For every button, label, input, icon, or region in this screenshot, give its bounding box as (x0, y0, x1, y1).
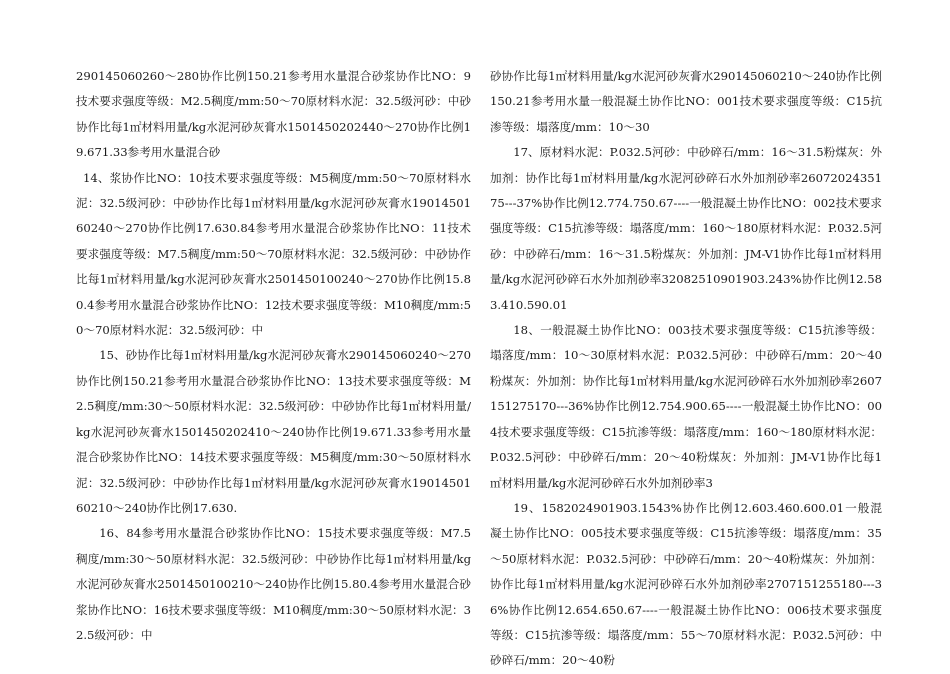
paragraph-16-continued: 砂协作比每1㎡材料用量/kg水泥河砂灰膏水290145060210～240协作比例150.21参考用水量一般混凝土协作比NO：001技术要求强度等级：C15抗渗等级：塌落度/mm：10～30 (490, 69, 882, 134)
left-column (76, 64, 471, 648)
paragraph-19: 19、1582024901903.1543%协作比例12.603.460.600.01一般混凝土协作比NO：005技术要求强度等级：C15抗渗等级：塌落度/mm：35～50原材料水泥：P.032.5河砂：中砂碎石/mm：20～40粉煤灰：外加剂：协作比每1㎡材料用量/kg水泥河砂碎石水外加剂砂率2707151255180---36%协作比例12.654.650.67----一般混凝土协作比NO：006技术要求强度等级：C15抗渗等级：塌落度/mm：55～70原材料水泥：P.032.5河砂：中砂碎石/mm：20～40粉 (490, 500, 882, 668)
paragraph-16: 16、84参考用水量混合砂浆协作比NO：15技术要求强度等级：M7.5稠度/mm:30～50原材料水泥：32.5级河砂：中砂协作比每1㎡材料用量/kg水泥河砂灰膏水2501450100210～240协作比例15.80.4参考用水量混合砂浆协作比NO：16技术要求强度等级：M10稠度/mm:30～50原材料水泥：32.5级河砂：中 (76, 526, 471, 642)
paragraph-17: 17、原材料水泥：P.032.5河砂：中砂碎石/mm：16～31.5粉煤灰：外加剂：协作比每1㎡材料用量/kg水泥河砂碎石水外加剂砂率2607202435175---37%协作比例12.774.750.67----一般混凝土协作比NO：002技术要求强度等级：C15抗渗等级：塌落度/mm：160～180原材料水泥：P.032.5河砂：中砂碎石/mm：16～31.5粉煤灰：外加剂：JM-V1协作比每1㎡材料用量/kg水泥河砂碎石水外加剂砂率32082510901903.243%协作比例12.583.410.590.01 (490, 145, 882, 312)
paragraph-13: 290145060260～280协作比例150.21参考用水量混合砂浆协作比NO：9技术要求强度等级：M2.5稠度/mm:50～70原材料水泥：32.5级河砂：中砂协作比每1㎡材料用量/kg水泥河砂灰膏水1501450202440～270协作比例19.671.33参考用水量混合砂 (76, 69, 471, 160)
paragraph-14: 14、浆协作比NO：10技术要求强度等级：M5稠度/mm:50～70原材料水泥：32.5级河砂：中砂协作比每1㎡材料用量/kg水泥河砂灰膏水1901450160240～270协作比例17.630.84参考用水量混合砂浆协作比NO：11技术要求强度等级：M7.5稠度/mm:50～70原材料水泥：32.5级河砂：中砂协作比每1㎡材料用量/kg水泥河砂灰膏水2501450100240～270协作比例15.80.4参考用水量混合砂浆协作比NO：12技术要求强度等级：M10稠度/mm:50～70原材料水泥：32.5级河砂：中 (76, 170, 471, 338)
paragraph-18: 18、一般混凝土协作比NO：003技术要求强度等级：C15抗渗等级：塌落度/mm：10～30原材料水泥：P.032.5河砂：中砂碎石/mm：20～40粉煤灰：外加剂：协作比每1㎡材料用量/kg水泥河砂碎石水外加剂砂率2607151275170---36%协作比例12.754.900.65----一般混凝土协作比NO：004技术要求强度等级：C15抗渗等级：塌落度/mm：160～180原材料水泥：P.032.5河砂：中砂碎石/mm：20～40粉煤灰：外加剂：JM-V1协作比每1㎡材料用量/kg水泥河砂碎石水外加剂砂率3 (490, 323, 882, 490)
paragraph-15: 15、砂协作比每1㎡材料用量/kg水泥河砂灰膏水290145060240～270协作比例150.21参考用水量混合砂浆协作比NO：13技术要求强度等级：M2.5稠度/mm:30～50原材料水泥：32.5级河砂：中砂协作比每1㎡材料用量/kg水泥河砂灰膏水1501450202410～240协作比例19.671.33参考用水量混合砂浆协作比NO：14技术要求强度等级：M5稠度/mm:30～50原材料水泥：32.5级河砂：中砂协作比每1㎡材料用量/kg水泥河砂灰膏水1901450160210～240协作比例17.630. (76, 348, 471, 515)
right-column (490, 64, 882, 674)
